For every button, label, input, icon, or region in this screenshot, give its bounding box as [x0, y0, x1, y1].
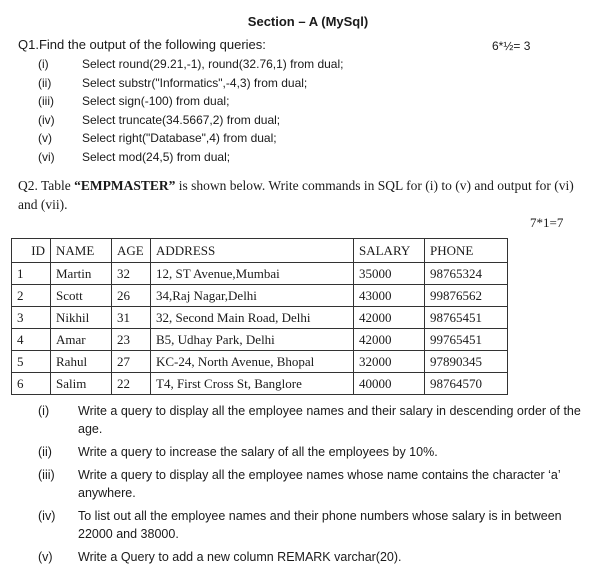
q2-marks: 7*1=7	[530, 215, 564, 230]
cell-address: 32, Second Main Road, Delhi	[151, 307, 354, 329]
item-text: To list out all the employee names and their phone numbers whose salary is in between 22000 and 38000.	[78, 509, 562, 541]
cell-name: Martin	[51, 263, 112, 285]
cell-phone: 99876562	[425, 285, 508, 307]
q1-item	[38, 76, 343, 95]
item-number: (i)	[38, 57, 49, 71]
item-text: Select round(29.21,-1), round(32.76,1) from dual;	[82, 57, 344, 71]
item-text: Select right("Database",4) from dual;	[82, 131, 277, 145]
cell-id: 5	[12, 351, 51, 373]
cell-name: Nikhil	[51, 307, 112, 329]
cell-age: 32	[112, 263, 151, 285]
cell-name: Scott	[51, 285, 112, 307]
table-header-row	[12, 239, 508, 263]
cell-age: 27	[112, 351, 151, 373]
table-row	[12, 285, 508, 307]
column-header-salary: SALARY	[354, 239, 425, 263]
item-number: (iv)	[38, 112, 55, 127]
cell-address: 34,Raj Nagar,Delhi	[151, 285, 354, 307]
cell-name: Amar	[51, 329, 112, 351]
item-text: Select truncate(34.5667,2) from dual;	[82, 112, 281, 127]
cell-address: KC-24, North Avenue, Bhopal	[151, 351, 354, 373]
q2-item	[38, 402, 598, 438]
cell-name: Rahul	[51, 351, 112, 373]
q1-item	[38, 57, 343, 76]
q2-item	[38, 443, 598, 461]
cell-phone: 97890345	[425, 351, 508, 373]
q1-item	[38, 94, 343, 113]
q2-instructions	[18, 176, 590, 214]
item-number: (vi)	[38, 149, 55, 164]
item-number: (v)	[38, 131, 52, 145]
table-row	[12, 307, 508, 329]
item-number: (i)	[38, 404, 50, 418]
q2-table-name: “EMPMASTER”	[74, 178, 176, 193]
cell-age: 22	[112, 373, 151, 395]
column-header-id: ID	[12, 239, 51, 263]
q2-prefix: Q2. Table	[18, 178, 75, 193]
item-number: (iii)	[38, 468, 55, 482]
cell-salary: 35000	[354, 263, 425, 285]
item-number: (ii)	[38, 75, 52, 90]
column-header-age: AGE	[112, 239, 151, 263]
cell-salary: 42000	[354, 329, 425, 351]
cell-age: 23	[112, 329, 151, 351]
cell-address: 12, ST Avenue,Mumbai	[151, 263, 354, 285]
item-text: Write a query to increase the salary of all the employees by 10%.	[78, 445, 438, 459]
q1-query-list	[38, 57, 343, 168]
cell-name: Salim	[51, 373, 112, 395]
item-text: Write a query to display all the employee names and their salary in descending order of the age.	[78, 404, 581, 436]
q1-heading: Q1.Find the output of the following queries:	[18, 37, 266, 52]
q2-item	[38, 507, 598, 543]
q2-task-list	[38, 402, 598, 571]
cell-id: 4	[12, 329, 51, 351]
cell-address: B5, Udhay Park, Delhi	[151, 329, 354, 351]
empmaster-table	[11, 238, 508, 395]
q2-suffix: is shown below. Write commands in SQL for (i) to (v) and output for (vi) and (vii).	[18, 178, 574, 212]
cell-address: T4, First Cross St, Banglore	[151, 373, 354, 395]
q1-marks: 6*½= 3	[492, 39, 531, 53]
item-number: (iv)	[38, 509, 56, 523]
cell-phone: 98764570	[425, 373, 508, 395]
item-text: Select mod(24,5) from dual;	[82, 149, 231, 164]
cell-salary: 42000	[354, 307, 425, 329]
cell-id: 2	[12, 285, 51, 307]
cell-id: 3	[12, 307, 51, 329]
cell-phone: 98765324	[425, 263, 508, 285]
column-header-phone: PHONE	[425, 239, 508, 263]
item-text: Select substr("Informatics",-4,3) from dual;	[82, 75, 308, 90]
q1-item	[38, 113, 343, 132]
cell-salary: 40000	[354, 373, 425, 395]
item-number: (v)	[38, 550, 53, 564]
cell-salary: 43000	[354, 285, 425, 307]
cell-age: 26	[112, 285, 151, 307]
q2-item	[38, 548, 598, 566]
cell-id: 1	[12, 263, 51, 285]
item-number: (iii)	[38, 94, 54, 108]
table-row	[12, 329, 508, 351]
cell-age: 31	[112, 307, 151, 329]
table-row	[12, 263, 508, 285]
cell-phone: 99765451	[425, 329, 508, 351]
table-row	[12, 373, 508, 395]
cell-phone: 98765451	[425, 307, 508, 329]
q1-item	[38, 150, 343, 169]
q2-item	[38, 466, 598, 502]
table-row	[12, 351, 508, 373]
q1-item	[38, 131, 343, 150]
item-text: Write a query to display all the employee names whose name contains the character ‘a’ anywhere.	[78, 468, 561, 500]
item-text: Select sign(-100) from dual;	[82, 94, 230, 108]
item-number: (ii)	[38, 445, 52, 459]
item-text: Write a Query to add a new column REMARK varchar(20).	[78, 550, 402, 564]
column-header-name: NAME	[51, 239, 112, 263]
section-title: Section – A (MySql)	[247, 14, 369, 29]
cell-id: 6	[12, 373, 51, 395]
column-header-address: ADDRESS	[151, 239, 354, 263]
cell-salary: 32000	[354, 351, 425, 373]
